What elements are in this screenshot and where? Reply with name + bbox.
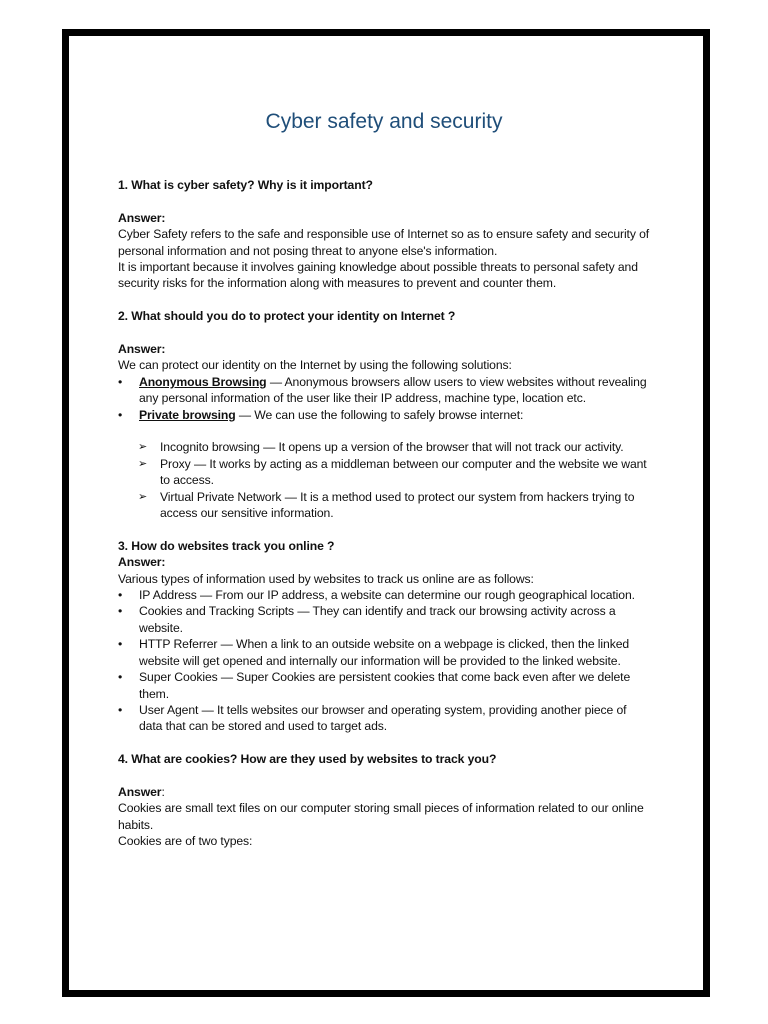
bullet-text: — We can use the following to safely browse internet: <box>235 407 524 422</box>
answer-label-4-colon: : <box>161 784 165 799</box>
bullet-term: Private browsing <box>139 407 236 422</box>
question-1: 1. What is cyber safety? Why is it important? <box>118 178 373 192</box>
identity-solutions-list <box>118 374 653 423</box>
document-body <box>118 177 653 850</box>
answer-3-intro: Various types of information used by websites to track us online are as follows: <box>118 571 534 586</box>
list-item: • IP Address — From our IP address, a website can determine our rough geographical location. <box>118 587 653 603</box>
private-browsing-sublist <box>118 439 653 521</box>
list-item: • Cookies and Tracking Scripts — They can identify and track our browsing activity across a website. <box>118 603 653 636</box>
bullet-text: — Anonymous browsers allow users to view websites without revealing any personal information of the user like their IP address, machine type, location etc. <box>139 374 647 406</box>
answer-1-line-2: It is important because it involves gaining knowledge about possible threats to personal safety and security risks for the information along with measures to prevent and counter them. <box>118 260 638 291</box>
answer-label-2: Answer: <box>118 342 166 357</box>
answer-label-4-row <box>118 784 653 800</box>
list-item <box>118 407 653 423</box>
bullet-term: Anonymous Browsing <box>139 374 267 389</box>
list-item: • User Agent — It tells websites our browser and operating system, providing another piece of data that can be stored and used to target ads. <box>118 702 653 735</box>
answer-label-3: Answer: <box>118 555 166 570</box>
question-3: 3. How do websites track you online ? <box>118 538 335 553</box>
answer-4-line-1: Cookies are small text files on our computer storing small pieces of information related to our online habits. <box>118 801 644 832</box>
page-title: Cyber safety and security <box>265 110 503 133</box>
list-item: • HTTP Referrer — When a link to an outside website on a webpage is clicked, then the linked website will get opened and internally our information will be provided to the linked website. <box>118 636 653 669</box>
list-item <box>118 374 653 407</box>
answer-label-4: Answer <box>118 784 162 799</box>
answer-1-line-1: Cyber Safety refers to the safe and responsible use of Internet so as to ensure safety and security of personal information and not posing threat to anyone else's information. <box>118 227 650 258</box>
tracking-methods-list <box>118 587 653 735</box>
question-2: 2. What should you do to protect your identity on Internet ? <box>118 309 456 324</box>
list-item: ➢ Incognito browsing — It opens up a version of the browser that will not track our activity. <box>138 439 653 455</box>
answer-4-line-2: Cookies are of two types: <box>118 834 253 849</box>
answer-label-1: Answer: <box>118 210 166 225</box>
list-item: ➢ Proxy — It works by acting as a middleman between our computer and the website we want to access. <box>138 456 653 489</box>
list-item: • Super Cookies — Super Cookies are persistent cookies that come back even after we delete them. <box>118 669 653 702</box>
answer-2-intro: We can protect our identity on the Internet by using the following solutions: <box>118 358 512 373</box>
list-item: ➢ Virtual Private Network — It is a method used to protect our system from hackers trying to access our sensitive information. <box>138 489 653 522</box>
question-4: 4. What are cookies? How are they used by websites to track you? <box>118 752 497 767</box>
